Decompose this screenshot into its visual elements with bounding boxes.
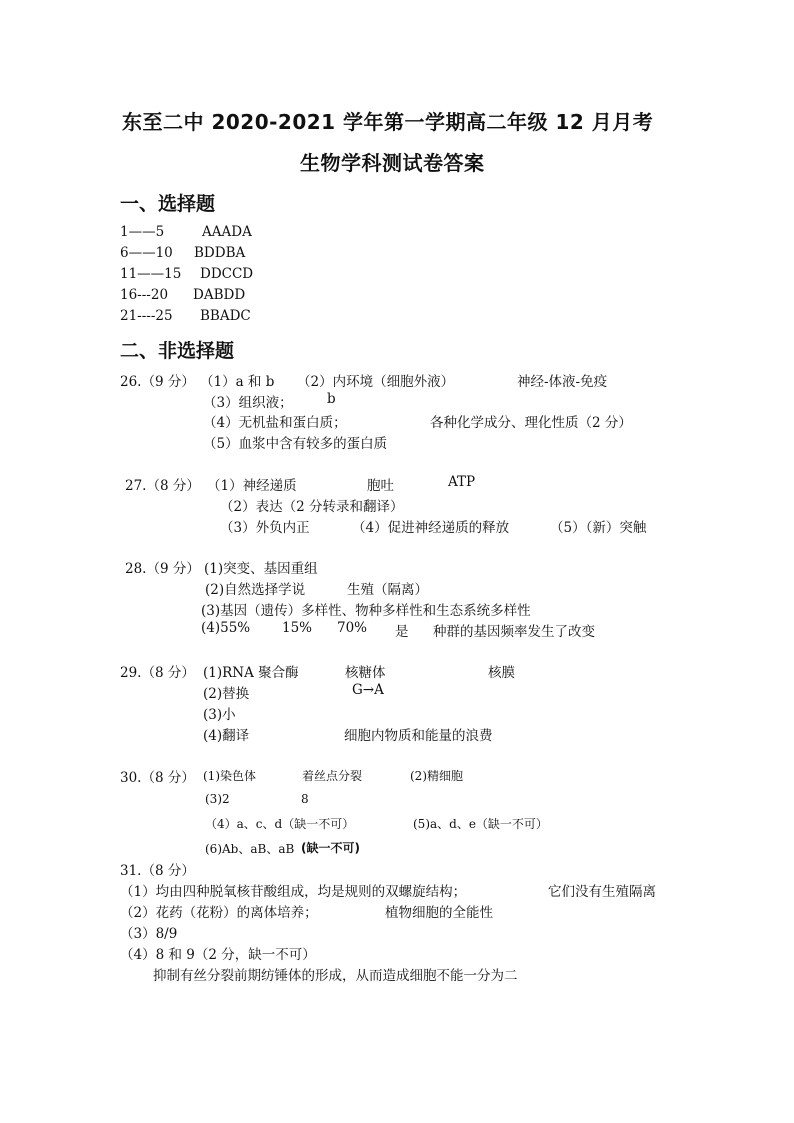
- q30-answer-3: (3)2: [205, 792, 230, 806]
- q27-label: 27.（8 分）: [125, 478, 200, 494]
- q29-answer-4b: 细胞内物质和能量的浪费: [344, 728, 493, 744]
- q29-answer-2b: G→A: [352, 682, 384, 698]
- q29-label: 29.（8 分）: [120, 665, 195, 681]
- q29-answer-4: (4)翻译: [203, 728, 250, 744]
- q31-answer-2b: 植物细胞的全能性: [385, 905, 493, 921]
- q28-answer-2b: 生殖（隔离）: [347, 582, 428, 598]
- q30-answer-1: (1)染色体: [203, 769, 256, 783]
- document-title: 东至二中 2020-2021 学年第一学期高二年级 12 月月考: [122, 110, 654, 134]
- choice-range-5: 21----25: [120, 308, 173, 324]
- q26-label: 26.（9 分）: [120, 374, 195, 390]
- q26-answer-2: （2）内环境（细胞外液）: [297, 374, 455, 390]
- q27-answer-1b: 胞吐: [367, 478, 394, 494]
- choice-range-1: 1——5: [120, 224, 165, 240]
- q31-answer-4: （4）8 和 9（2 分，缺一不可）: [120, 947, 316, 963]
- q30-answer-6: (6)Ab、aB、aB: [205, 842, 295, 856]
- q26-answer-3b: b: [327, 391, 336, 407]
- choice-answers-5: BBADC: [200, 308, 251, 324]
- choice-range-4: 16---20: [120, 287, 169, 303]
- document-subtitle: 生物学科测试卷答案: [300, 151, 485, 175]
- q26-answer-3: （3）组织液；: [203, 395, 293, 411]
- q27-answer-2: （2）表达（2 分转录和翻译）: [220, 499, 404, 515]
- section-heading-nonchoice: 二、非选择题: [120, 340, 235, 362]
- q26-answer-1: （1）a 和 b: [200, 374, 275, 390]
- q27-answer-1c: ATP: [448, 474, 476, 490]
- q30-answer-2: (2)精细胞: [410, 769, 463, 783]
- q26-answer-4b: 各种化学成分、理化性质（2 分）: [430, 415, 632, 431]
- choice-range-2: 6——10: [120, 245, 173, 261]
- q28-label: 28.（9 分）: [125, 561, 200, 577]
- q29-answer-1b: 核糖体: [345, 665, 386, 681]
- choice-answers-2: BDDBA: [194, 245, 246, 261]
- q26-answer-5: （5）血浆中含有较多的蛋白质: [203, 436, 388, 452]
- q28-answer-4: (4)55%: [201, 620, 251, 636]
- q28-answer-3: (3)基因（遗传）多样性、物种多样性和生态系统多样性: [201, 603, 531, 619]
- choice-answers-1: AAADA: [202, 224, 252, 240]
- q27-answer-4: （4）促进神经递质的释放: [352, 520, 510, 536]
- q27-answer-1: （1）神经递质: [207, 478, 297, 494]
- q28-answer-2: (2)自然选择学说: [205, 582, 306, 598]
- q28-answer-4d: 是: [395, 624, 409, 640]
- q28-answer-4c: 70%: [337, 620, 368, 636]
- q30-answer-1b: 着丝点分裂: [302, 769, 363, 783]
- q27-answer-3: （3）外负内正: [220, 520, 310, 536]
- q30-answer-3b: 8: [301, 792, 309, 806]
- q28-answer-1: (1)突变、基因重组: [204, 561, 318, 577]
- q28-answer-4b: 15%: [282, 620, 313, 636]
- q29-answer-1: (1)RNA 聚合酶: [203, 665, 299, 681]
- q28-answer-4e: 种群的基因频率发生了改变: [433, 624, 595, 640]
- q30-answer-6b: (缺一不可): [301, 841, 360, 855]
- q29-answer-1c: 核膜: [488, 665, 515, 681]
- q27-answer-5: （5）（新）突触: [550, 520, 647, 536]
- choice-range-3: 11——15: [120, 266, 182, 282]
- q31-answer-4b: 抑制有丝分裂前期纺锤体的形成，从而造成细胞不能一分为二: [153, 968, 518, 984]
- q29-answer-2: (2)替换: [203, 686, 250, 702]
- section-heading-choice: 一、选择题: [120, 193, 216, 215]
- q30-answer-4: （4）a、c、d（缺一不可）: [205, 817, 355, 831]
- q30-answer-5: (5)a、d、e（缺一不可）: [413, 817, 548, 831]
- q31-answer-1: （1）均由四种脱氧核苷酸组成，均是规则的双螺旋结构；: [120, 884, 467, 900]
- choice-answers-4: DABDD: [193, 287, 246, 303]
- q31-answer-2: （2）花药（花粉）的离体培养；: [120, 905, 318, 921]
- q26-answer-2b: 神经-体液-免疫: [517, 374, 608, 390]
- q31-label: 31.（8 分）: [120, 863, 195, 879]
- q31-answer-1b: 它们没有生殖隔离: [548, 884, 656, 900]
- q29-answer-3: (3)小: [203, 707, 236, 723]
- q31-answer-3: （3）8/9: [120, 926, 178, 942]
- q26-answer-4: （4）无机盐和蛋白质；: [203, 415, 347, 431]
- q30-label: 30.（8 分）: [120, 770, 195, 786]
- choice-answers-3: DDCCD: [200, 266, 254, 282]
